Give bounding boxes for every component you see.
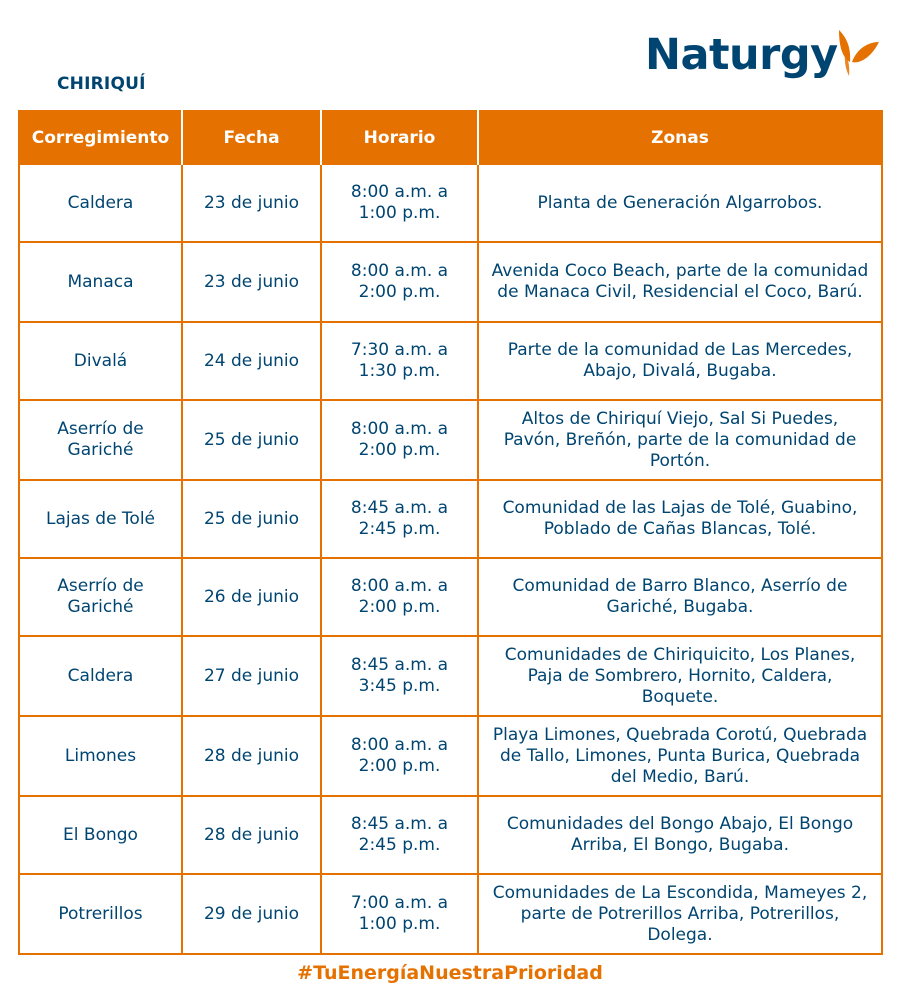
cell-corregimiento: Limones <box>19 716 182 796</box>
horario-inicio: 7:30 a.m. a <box>350 340 449 360</box>
table-row <box>19 636 882 716</box>
header-horario: Horario <box>321 111 478 164</box>
cell-fecha: 23 de junio <box>182 242 321 322</box>
horario-inicio: 8:00 a.m. a <box>350 182 449 202</box>
outage-schedule-table <box>18 110 883 955</box>
table-row <box>19 716 882 796</box>
horario-fin: 2:45 p.m. <box>358 519 441 539</box>
cell-fecha: 29 de junio <box>182 874 321 954</box>
cell-zonas: Playa Limones, Quebrada Corotú, Quebrada de Tallo, Limones, Punta Burica, Quebrada del Medio, Barú. <box>478 716 882 796</box>
cell-corregimiento: Manaca <box>19 242 182 322</box>
horario-fin: 3:45 p.m. <box>358 676 441 696</box>
horario-fin: 2:00 p.m. <box>358 282 441 302</box>
cell-zonas: Avenida Coco Beach, parte de la comunidad de Manaca Civil, Residencial el Coco, Barú. <box>478 242 882 322</box>
table-row <box>19 164 882 242</box>
cell-zonas: Comunidades del Bongo Abajo, El Bongo Arriba, El Bongo, Bugaba. <box>478 796 882 874</box>
cell-horario <box>321 322 478 400</box>
campaign-hashtag: #TuEnergíaNuestraPrioridad <box>297 962 603 984</box>
cell-corregimiento: Caldera <box>19 164 182 242</box>
table-header-row <box>19 111 882 164</box>
table-row <box>19 322 882 400</box>
table-row <box>19 400 882 480</box>
horario-inicio: 8:45 a.m. a <box>350 814 449 834</box>
horario-inicio: 8:00 a.m. a <box>350 735 449 755</box>
horario-fin: 1:30 p.m. <box>358 361 441 381</box>
table-row <box>19 874 882 954</box>
horario-inicio: 8:00 a.m. a <box>350 576 449 596</box>
cell-fecha: 28 de junio <box>182 716 321 796</box>
cell-fecha: 26 de junio <box>182 558 321 636</box>
horario-fin: 1:00 p.m. <box>358 203 441 223</box>
cell-corregimiento: Potrerillos <box>19 874 182 954</box>
cell-fecha: 28 de junio <box>182 796 321 874</box>
horario-inicio: 8:45 a.m. a <box>350 655 449 675</box>
table-row <box>19 242 882 322</box>
cell-corregimiento: El Bongo <box>19 796 182 874</box>
horario-inicio: 8:45 a.m. a <box>350 498 449 518</box>
cell-horario <box>321 874 478 954</box>
cell-corregimiento: Caldera <box>19 636 182 716</box>
horario-fin: 1:00 p.m. <box>358 914 441 934</box>
cell-zonas: Comunidad de Barro Blanco, Aserrío de Gariché, Bugaba. <box>478 558 882 636</box>
table-row <box>19 480 882 558</box>
cell-corregimiento: Lajas de Tolé <box>19 480 182 558</box>
cell-zonas: Planta de Generación Algarrobos. <box>478 164 882 242</box>
cell-horario <box>321 716 478 796</box>
horario-inicio: 8:00 a.m. a <box>350 419 449 439</box>
cell-horario <box>321 164 478 242</box>
cell-zonas: Comunidades de La Escondida, Mameyes 2, parte de Potrerillos Arriba, Potrerillos, Dolega. <box>478 874 882 954</box>
horario-inicio: 7:00 a.m. a <box>350 893 449 913</box>
header-zonas: Zonas <box>478 111 882 164</box>
horario-fin: 2:00 p.m. <box>358 756 441 776</box>
cell-horario <box>321 558 478 636</box>
butterfly-icon <box>833 28 881 78</box>
cell-zonas: Comunidad de las Lajas de Tolé, Guabino, Poblado de Cañas Blancas, Tolé. <box>478 480 882 558</box>
cell-fecha: 25 de junio <box>182 480 321 558</box>
cell-fecha: 23 de junio <box>182 164 321 242</box>
naturgy-logo <box>645 28 885 92</box>
cell-fecha: 27 de junio <box>182 636 321 716</box>
cell-zonas: Comunidades de Chiriquicito, Los Planes, Paja de Sombrero, Hornito, Caldera, Boquete. <box>478 636 882 716</box>
logo-wordmark: Naturgy <box>645 30 838 80</box>
cell-horario <box>321 796 478 874</box>
cell-horario <box>321 400 478 480</box>
cell-corregimiento: Divalá <box>19 322 182 400</box>
cell-horario <box>321 636 478 716</box>
horario-inicio: 8:00 a.m. a <box>350 261 449 281</box>
region-title: CHIRIQUÍ <box>57 74 146 94</box>
cell-fecha: 25 de junio <box>182 400 321 480</box>
header-fecha: Fecha <box>182 111 321 164</box>
cell-horario <box>321 242 478 322</box>
cell-corregimiento: Aserrío de Gariché <box>19 400 182 480</box>
cell-fecha: 24 de junio <box>182 322 321 400</box>
cell-zonas: Altos de Chiriquí Viejo, Sal Si Puedes, Pavón, Breñón, parte de la comunidad de Portón. <box>478 400 882 480</box>
horario-fin: 2:45 p.m. <box>358 835 441 855</box>
horario-fin: 2:00 p.m. <box>358 597 441 617</box>
cell-corregimiento: Aserrío de Gariché <box>19 558 182 636</box>
table-row <box>19 558 882 636</box>
table-row <box>19 796 882 874</box>
header-corregimiento: Corregimiento <box>19 111 182 164</box>
cell-horario <box>321 480 478 558</box>
cell-zonas: Parte de la comunidad de Las Mercedes, Abajo, Divalá, Bugaba. <box>478 322 882 400</box>
horario-fin: 2:00 p.m. <box>358 440 441 460</box>
